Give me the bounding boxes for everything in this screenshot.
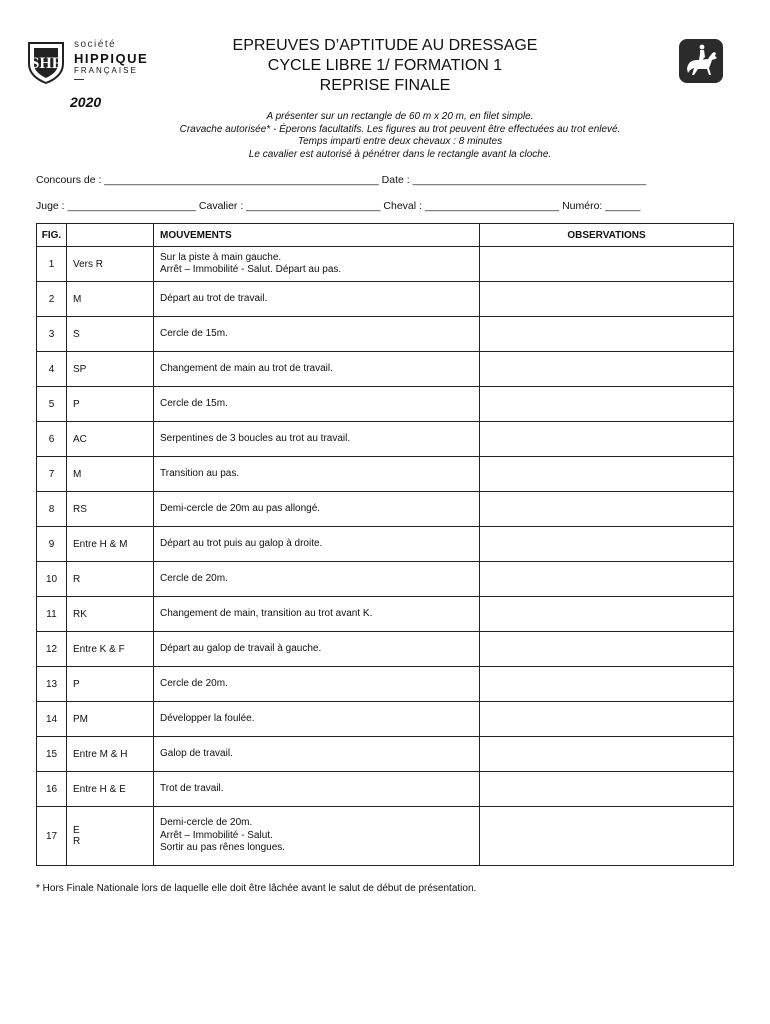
table-row xyxy=(37,772,734,807)
table-body xyxy=(37,247,734,866)
table-row xyxy=(37,352,734,387)
row-movement: Cercle de 20m. xyxy=(154,562,480,597)
row-observations-cell[interactable] xyxy=(480,737,734,772)
row-movement: Départ au trot puis au galop à droite. xyxy=(154,527,480,562)
table-row xyxy=(37,282,734,317)
row-observations-cell[interactable] xyxy=(480,387,734,422)
row-movement: Sur la piste à main gauche. Arrêt – Immobilité - Salut. Départ au pas. xyxy=(154,247,480,282)
row-observations-cell[interactable] xyxy=(480,702,734,737)
table-row xyxy=(37,702,734,737)
row-observations-cell[interactable] xyxy=(480,772,734,807)
row-observations-cell[interactable] xyxy=(480,492,734,527)
row-observations-cell[interactable] xyxy=(480,422,734,457)
year: 2020 xyxy=(70,94,102,110)
table-row xyxy=(37,317,734,352)
table-row xyxy=(37,737,734,772)
logo-divider xyxy=(74,79,84,80)
row-observations-cell[interactable] xyxy=(480,352,734,387)
instruction-line: Temps imparti entre deux chevaux : 8 minutes xyxy=(297,136,503,147)
instruction-line: Cravache autorisée* - Éperons facultatifs. Les figures au trot peuvent être effectuées au trot enlevé. xyxy=(179,123,621,135)
title-line: CYCLE LIBRE 1/ FORMATION 1 xyxy=(267,57,503,74)
instructions xyxy=(100,111,700,161)
row-observations-cell[interactable] xyxy=(480,247,734,282)
row-position: SP xyxy=(67,352,154,387)
row-position: RS xyxy=(67,492,154,527)
dressage-rider-icon xyxy=(678,38,724,84)
row-fig-number: 9 xyxy=(37,527,67,562)
table-row xyxy=(37,247,734,282)
row-position: Entre H & M xyxy=(67,527,154,562)
row-position: P xyxy=(67,667,154,702)
row-position: E R xyxy=(67,807,154,866)
row-fig-number: 1 xyxy=(37,247,67,282)
row-observations-cell[interactable] xyxy=(480,527,734,562)
shf-logo xyxy=(26,38,166,88)
row-position: P xyxy=(67,387,154,422)
row-observations-cell[interactable] xyxy=(480,597,734,632)
row-position: S xyxy=(67,317,154,352)
row-observations-cell[interactable] xyxy=(480,807,734,866)
row-movement: Changement de main au trot de travail. xyxy=(154,352,480,387)
table-row xyxy=(37,387,734,422)
table-header-row xyxy=(37,224,734,247)
row-movement: Changement de main, transition au trot avant K. xyxy=(154,597,480,632)
header-movements: MOUVEMENTS xyxy=(154,224,480,247)
row-observations-cell[interactable] xyxy=(480,317,734,352)
row-position: AC xyxy=(67,422,154,457)
table-row xyxy=(37,422,734,457)
movements-table xyxy=(36,223,734,866)
row-movement: Cercle de 15m. xyxy=(154,387,480,422)
row-position: PM xyxy=(67,702,154,737)
row-position: Entre K & F xyxy=(67,632,154,667)
row-observations-cell[interactable] xyxy=(480,562,734,597)
judge-rider-horse-number-fields[interactable]: Juge : ______________________ Cavalier : _______________________ Cheval : _______________________ Numéro: ______ xyxy=(36,200,641,212)
row-fig-number: 14 xyxy=(37,702,67,737)
shield-icon xyxy=(26,40,66,84)
row-movement: Serpentines de 3 boucles au trot au travail. xyxy=(154,422,480,457)
row-position: Vers R xyxy=(67,247,154,282)
row-fig-number: 16 xyxy=(37,772,67,807)
table-row xyxy=(37,597,734,632)
title-line: REPRISE FINALE xyxy=(319,77,451,94)
row-movement: Transition au pas. xyxy=(154,457,480,492)
page-title xyxy=(180,36,590,96)
row-observations-cell[interactable] xyxy=(480,667,734,702)
row-movement: Départ au galop de travail à gauche. xyxy=(154,632,480,667)
table-row xyxy=(37,632,734,667)
row-fig-number: 12 xyxy=(37,632,67,667)
row-fig-number: 2 xyxy=(37,282,67,317)
organization-name xyxy=(74,40,148,80)
org-line3: FRANÇAISE xyxy=(74,66,138,75)
row-movement: Cercle de 15m. xyxy=(154,317,480,352)
row-position: Entre H & E xyxy=(67,772,154,807)
row-movement: Trot de travail. xyxy=(154,772,480,807)
row-movement: Cercle de 20m. xyxy=(154,667,480,702)
row-fig-number: 10 xyxy=(37,562,67,597)
table-row xyxy=(37,807,734,866)
row-movement: Demi-cercle de 20m au pas allongé. xyxy=(154,492,480,527)
table-row xyxy=(37,667,734,702)
row-observations-cell[interactable] xyxy=(480,632,734,667)
concours-date-field[interactable]: Concours de : _______________________________________________ Date : ________________________________________ xyxy=(36,174,647,186)
row-movement: Demi-cercle de 20m. Arrêt – Immobilité - Salut. Sortir au pas rênes longues. xyxy=(154,807,480,866)
table-row xyxy=(37,457,734,492)
org-line2: HIPPIQUE xyxy=(74,51,149,66)
header-fig: FIG. xyxy=(37,224,67,247)
row-position: Entre M & H xyxy=(67,737,154,772)
row-fig-number: 8 xyxy=(37,492,67,527)
table-row xyxy=(37,527,734,562)
row-fig-number: 11 xyxy=(37,597,67,632)
row-fig-number: 17 xyxy=(37,807,67,866)
header-position xyxy=(67,224,154,247)
footnote: * Hors Finale Nationale lors de laquelle elle doit être lâchée avant le salut de début de présentation. xyxy=(36,883,477,894)
row-fig-number: 4 xyxy=(37,352,67,387)
row-fig-number: 5 xyxy=(37,387,67,422)
row-position: RK xyxy=(67,597,154,632)
row-observations-cell[interactable] xyxy=(480,457,734,492)
title-line: EPREUVES D’APTITUDE AU DRESSAGE xyxy=(232,37,538,54)
instruction-line: A présenter sur un rectangle de 60 m x 20 m, en filet simple. xyxy=(266,111,534,122)
instruction-line: Le cavalier est autorisé à pénétrer dans le rectangle avant la cloche. xyxy=(248,148,552,160)
row-fig-number: 13 xyxy=(37,667,67,702)
row-fig-number: 15 xyxy=(37,737,67,772)
row-fig-number: 6 xyxy=(37,422,67,457)
table-row xyxy=(37,562,734,597)
row-fig-number: 3 xyxy=(37,317,67,352)
row-movement: Développer la foulée. xyxy=(154,702,480,737)
row-observations-cell[interactable] xyxy=(480,282,734,317)
row-position: R xyxy=(67,562,154,597)
org-line1: société xyxy=(74,39,117,50)
header-observations: OBSERVATIONS xyxy=(480,224,734,247)
row-movement: Départ au trot de travail. xyxy=(154,282,480,317)
svg-text:SHF: SHF xyxy=(30,55,62,72)
row-movement: Galop de travail. xyxy=(154,737,480,772)
row-position: M xyxy=(67,282,154,317)
row-fig-number: 7 xyxy=(37,457,67,492)
row-position: M xyxy=(67,457,154,492)
table-row xyxy=(37,492,734,527)
